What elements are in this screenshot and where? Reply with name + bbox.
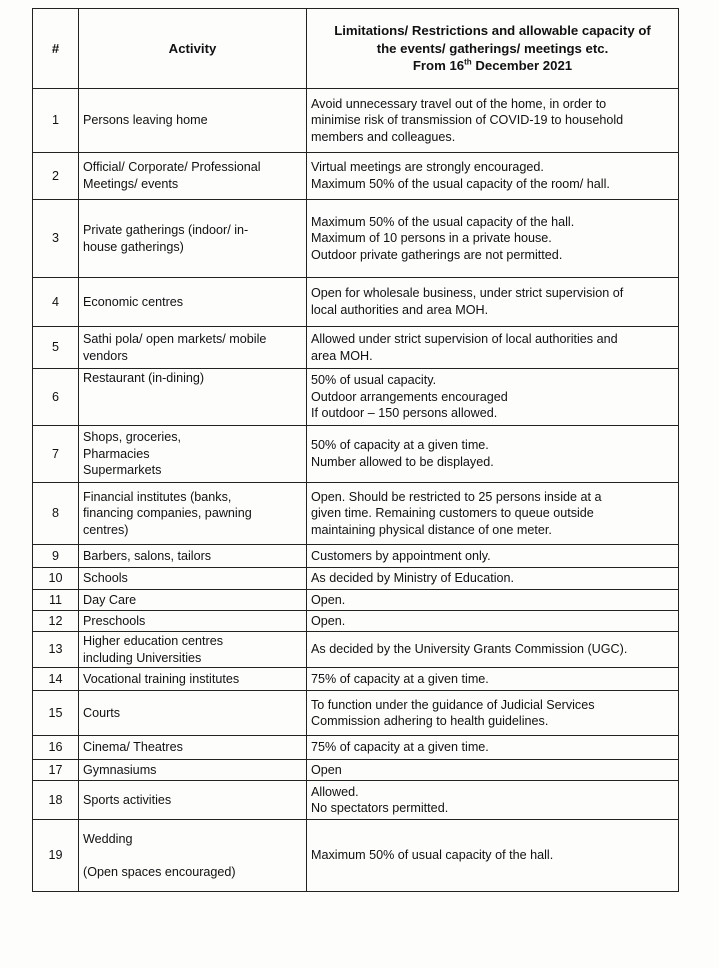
table-row (33, 632, 679, 668)
row-number: 5 (33, 327, 79, 369)
table-row (33, 327, 679, 369)
table-row (33, 89, 679, 153)
row-limitation: 75% of capacity at a given time. (307, 668, 679, 691)
table-row (33, 153, 679, 200)
header-limit-line3: From 16th December 2021 (412, 57, 573, 74)
table-row (33, 691, 679, 736)
header-limit-line2: the events/ gatherings/ meetings etc. (376, 40, 609, 56)
row-limitation: 75% of capacity at a given time. (307, 736, 679, 760)
row-limitation: Customers by appointment only. (307, 545, 679, 568)
row-activity: Preschools (79, 611, 307, 632)
row-number: 11 (33, 590, 79, 611)
row-activity: Official/ Corporate/ Professional Meetings/ events (79, 153, 307, 200)
row-number: 3 (33, 200, 79, 278)
row-limitation: Allowed. No spectators permitted. (307, 781, 679, 820)
row-limitation: As decided by Ministry of Education. (307, 568, 679, 590)
table-row (33, 545, 679, 568)
table-row (33, 426, 679, 483)
row-limitation: Open for wholesale business, under strict supervision of local authorities and area MOH. (307, 278, 679, 327)
row-number: 19 (33, 820, 79, 892)
row-number: 6 (33, 369, 79, 426)
header-num: # (33, 9, 79, 89)
row-limitation: Allowed under strict supervision of local authorities and area MOH. (307, 327, 679, 369)
row-number: 18 (33, 781, 79, 820)
row-activity: Courts (79, 691, 307, 736)
table-row (33, 820, 679, 892)
row-number: 8 (33, 483, 79, 545)
row-number: 10 (33, 568, 79, 590)
header-limit-line1: Limitations/ Restrictions and allowable capacity of (334, 23, 651, 39)
row-limitation: Virtual meetings are strongly encouraged. Maximum 50% of the usual capacity of the room/ hall. (307, 153, 679, 200)
row-activity: Sathi pola/ open markets/ mobile vendors (79, 327, 307, 369)
row-number: 4 (33, 278, 79, 327)
row-number: 16 (33, 736, 79, 760)
row-limitation: As decided by the University Grants Commission (UGC). (307, 632, 679, 668)
row-activity: Schools (79, 568, 307, 590)
row-activity: Wedding (Open spaces encouraged) (79, 820, 307, 892)
row-activity: Vocational training institutes (79, 668, 307, 691)
row-number: 17 (33, 760, 79, 781)
row-activity: Gymnasiums (79, 760, 307, 781)
row-activity: Sports activities (79, 781, 307, 820)
row-activity: Shops, groceries, Pharmacies Supermarkets (79, 426, 307, 483)
row-activity: Economic centres (79, 278, 307, 327)
row-number: 7 (33, 426, 79, 483)
row-activity: Restaurant (in-dining) (79, 369, 307, 426)
table-row (33, 781, 679, 820)
table-row (33, 369, 679, 426)
row-activity: Private gatherings (indoor/ in- house gatherings) (79, 200, 307, 278)
row-number: 13 (33, 632, 79, 668)
row-number: 2 (33, 153, 79, 200)
row-limitation: 50% of capacity at a given time. Number allowed to be displayed. (307, 426, 679, 483)
table-row (33, 483, 679, 545)
row-limitation: Maximum 50% of the usual capacity of the hall. Maximum of 10 persons in a private house. Outdoor private gatherings are not permitted. (307, 200, 679, 278)
row-limitation: Open. (307, 590, 679, 611)
table-row (33, 736, 679, 760)
table-header-row (33, 9, 679, 89)
row-activity: Barbers, salons, tailors (79, 545, 307, 568)
header-limitations (307, 9, 679, 89)
row-activity: Financial institutes (banks, financing companies, pawning centres) (79, 483, 307, 545)
table-row (33, 200, 679, 278)
restrictions-table (32, 8, 679, 892)
row-number: 14 (33, 668, 79, 691)
row-number: 12 (33, 611, 79, 632)
row-limitation: Avoid unnecessary travel out of the home, in order to minimise risk of transmission of COVID-19 to household members and colleagues. (307, 89, 679, 153)
row-number: 15 (33, 691, 79, 736)
table-row (33, 760, 679, 781)
row-limitation: Maximum 50% of usual capacity of the hall. (307, 820, 679, 892)
row-activity: Persons leaving home (79, 89, 307, 153)
table-row (33, 278, 679, 327)
row-limitation: Open (307, 760, 679, 781)
row-limitation: 50% of usual capacity. Outdoor arrangements encouraged If outdoor – 150 persons allowed. (307, 369, 679, 426)
row-activity: Cinema/ Theatres (79, 736, 307, 760)
row-activity: Day Care (79, 590, 307, 611)
table-row (33, 668, 679, 691)
row-number: 1 (33, 89, 79, 153)
row-limitation: Open. Should be restricted to 25 persons inside at a given time. Remaining customers to queue outside maintaining physical distance of one meter. (307, 483, 679, 545)
table-row (33, 611, 679, 632)
row-activity: Higher education centres including Universities (79, 632, 307, 668)
row-number: 9 (33, 545, 79, 568)
header-activity: Activity (79, 9, 307, 89)
table-row (33, 590, 679, 611)
table-row (33, 568, 679, 590)
row-limitation: Open. (307, 611, 679, 632)
row-limitation: To function under the guidance of Judicial Services Commission adhering to health guidelines. (307, 691, 679, 736)
